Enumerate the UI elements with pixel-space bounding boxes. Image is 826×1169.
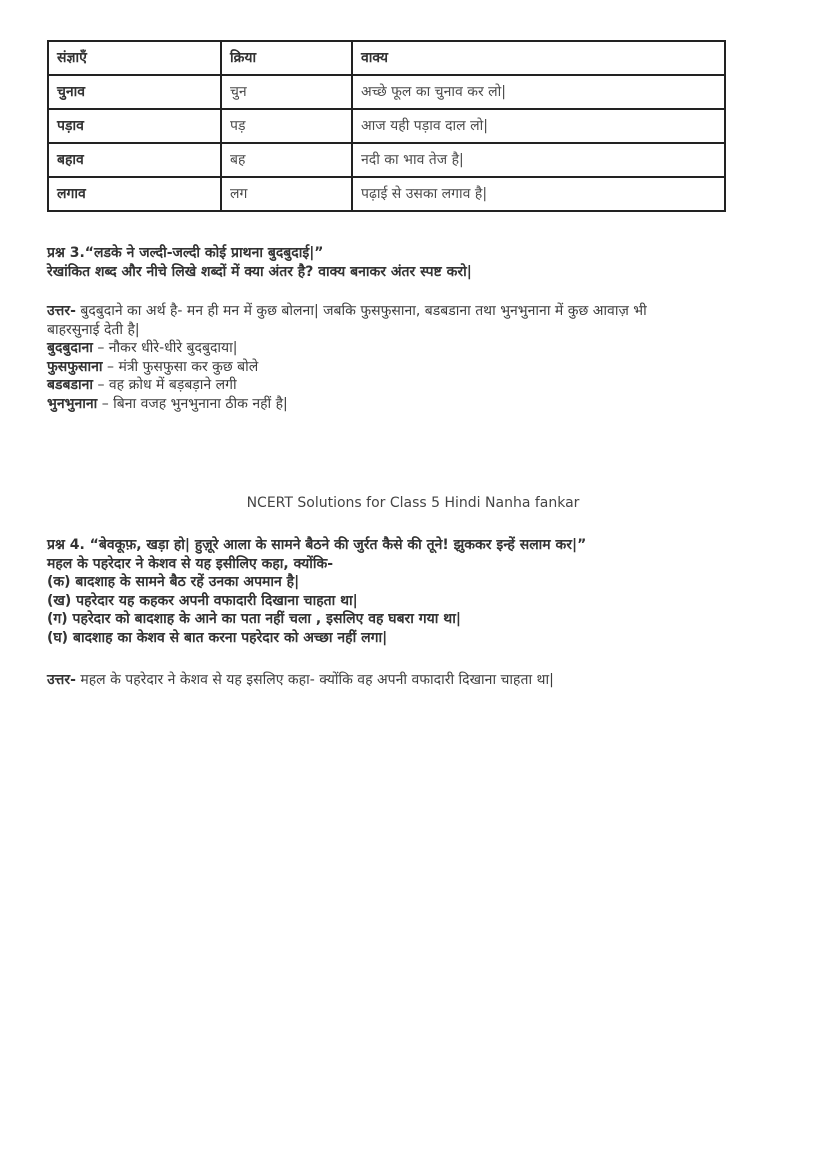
table-cell: चुनाव <box>48 75 221 109</box>
table-header-cell: संज्ञाएँ <box>48 41 221 75</box>
table-row <box>48 75 725 109</box>
document-source-title: NCERT Solutions for Class 5 Hindi Nanha fankar <box>246 495 580 511</box>
table-cell: बहाव <box>48 143 221 177</box>
example-line <box>47 339 737 358</box>
table-cell: बह <box>221 143 352 177</box>
answer-3-text: बुदबुदाने का अर्थ है- मन ही मन में कुछ बोलना| जबकि फुसफुसाना, बडबडाना तथा भुनभुनाना में कुछ आवाज़ भी <box>75 303 647 319</box>
answer-4-line <box>47 671 737 690</box>
answer-4 <box>47 671 737 690</box>
example-word: भुनभुनाना <box>47 395 98 412</box>
example-sentence: – नौकर धीरे-धीरे बुदबुदाया| <box>92 340 238 356</box>
example-line <box>47 358 737 377</box>
option-item: (ख) पहरेदार यह कहकर अपनी वफादारी दिखाना चाहता था| <box>47 592 358 609</box>
example-line <box>47 376 737 395</box>
example-word: बुदबुदाना <box>47 340 93 356</box>
table-row <box>48 177 725 211</box>
answer-label: उत्तर- <box>47 672 76 688</box>
example-sentence: – वह क्रोध में बड़बड़ाने लगी <box>93 377 237 393</box>
table-cell: लग <box>221 177 352 211</box>
question-3-title: प्रश्न 3.“लडके ने जल्दी-जल्दी कोई प्राथना बुदबुदाई|” <box>47 245 324 261</box>
question-4-subtitle: महल के पहरेदार ने केशव से यह इसीलिए कहा, क्योंकि- <box>47 555 334 572</box>
table-header-cell: क्रिया <box>221 41 352 75</box>
question-3 <box>47 244 737 281</box>
question-4 <box>47 536 737 647</box>
table-cell: अच्छे फूल का चुनाव कर लो| <box>352 75 725 109</box>
answer-3 <box>47 302 737 413</box>
example-sentence: – बिना वजह भुनभुनाना ठीक नहीं है| <box>97 395 288 412</box>
table-cell: पड़ <box>221 109 352 143</box>
table-cell: लगाव <box>48 177 221 211</box>
example-sentence: – मंत्री फुसफुसा कर कुछ बोले <box>102 358 259 375</box>
table-row <box>48 109 725 143</box>
table-cell: पढ़ाई से उसका लगाव है| <box>352 177 725 211</box>
answer-label: उत्तर- <box>47 303 76 319</box>
option-item: (घ) बादशाह का केशव से बात करना पहरेदार को अच्छा नहीं लगा| <box>47 629 388 646</box>
question-4-title: प्रश्न 4. “बेवकूफ़, खड़ा हो| हुज़ूरे आला के सामने बैठने की जुर्रत कैसे की तूने! झुककर इन्हें सलाम कर|” <box>47 537 587 553</box>
table-cell: नदी का भाव तेज है| <box>352 143 725 177</box>
option-item: (क) बादशाह के सामने बैठ रहें उनका अपमान है| <box>47 574 300 590</box>
table-header-row <box>48 41 725 75</box>
noun-verb-table <box>47 40 726 212</box>
answer-4-text: महल के पहरेदार ने केशव से यह इसलिए कहा- क्योंकि वह अपनी वफादारी दिखाना चाहता था| <box>75 672 554 688</box>
example-word: फुसफुसाना <box>47 358 103 375</box>
table-header-cell: वाक्य <box>352 41 725 75</box>
answer-3-line <box>47 302 737 321</box>
question-3-subtitle: रेखांकित शब्द और नीचे लिखे शब्दों में क्या अंतर है? वाक्य बनाकर अंतर स्पष्ट करो| <box>47 263 472 280</box>
example-line <box>47 395 737 414</box>
example-word: बडबडाना <box>47 377 93 393</box>
option-item: (ग) पहरेदार को बादशाह के आने का पता नहीं चला , इसलिए वह घबरा गया था| <box>47 611 461 627</box>
answer-3-text-continued: बाहरसुनाई देती है| <box>47 321 140 338</box>
table-cell: पड़ाव <box>48 109 221 143</box>
table-cell: चुन <box>221 75 352 109</box>
table-cell: आज यही पड़ाव दाल लो| <box>352 109 725 143</box>
table-row <box>48 143 725 177</box>
